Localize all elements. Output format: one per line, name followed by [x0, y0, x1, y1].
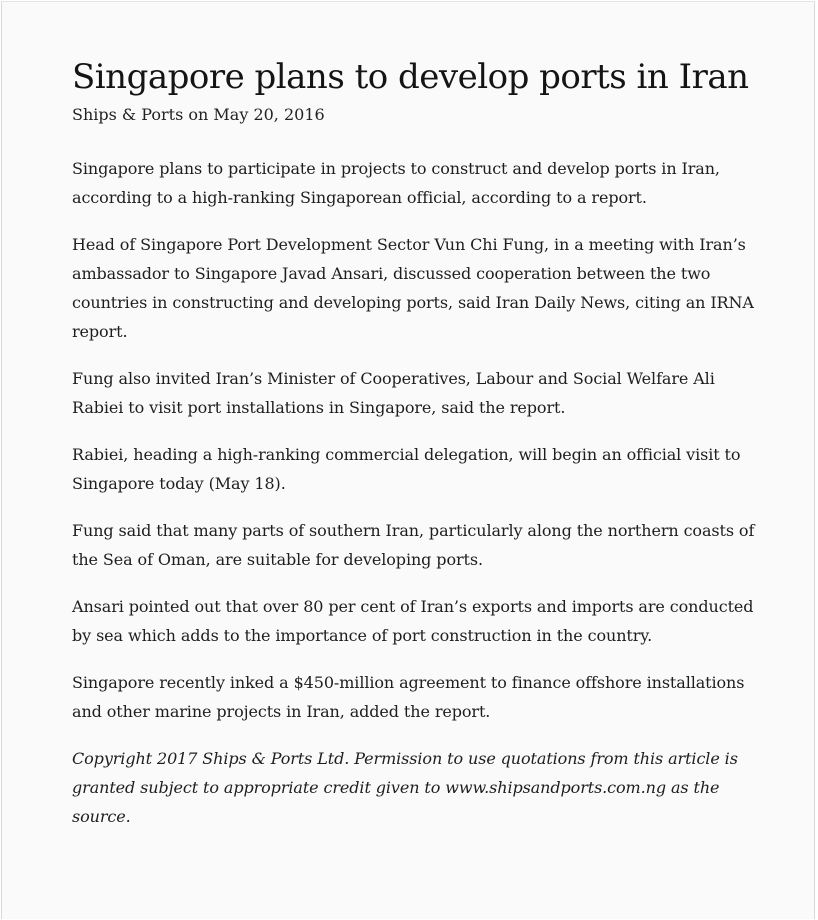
- article-content: [72, 54, 762, 849]
- article-title: Singapore plans to develop ports in Iran: [72, 57, 749, 97]
- copyright-notice: Copyright 2017 Ships & Ports Ltd. Permission to use quotations from this article is granted subject to appropriate credit given to www.shipsandports.com.ng as the source.: [72, 749, 738, 826]
- article-byline: Ships & Ports on May 20, 2016: [72, 105, 325, 124]
- article-paragraph: Fung also invited Iran’s Minister of Cooperatives, Labour and Social Welfare Ali Rabiei to visit port installations in Singapore, said the report.: [72, 369, 715, 417]
- article-paragraph: Rabiei, heading a high-ranking commercial delegation, will begin an official visit to Singapore today (May 18).: [72, 445, 741, 493]
- article-page: [1, 1, 815, 919]
- article-paragraph: Ansari pointed out that over 80 per cent of Iran’s exports and imports are conducted by sea which adds to the importance of port construction in the country.: [72, 597, 754, 645]
- article-paragraph: Fung said that many parts of southern Iran, particularly along the northern coasts of the Sea of Oman, are suitable for developing ports.: [72, 521, 755, 569]
- article-body: [72, 154, 762, 831]
- article-paragraph: Singapore recently inked a $450-million agreement to finance offshore installations and other marine projects in Iran, added the report.: [72, 673, 745, 721]
- article-paragraph: Singapore plans to participate in projects to construct and develop ports in Iran, according to a high-ranking Singaporean official, according to a report.: [72, 159, 720, 207]
- article-paragraph: Head of Singapore Port Development Sector Vun Chi Fung, in a meeting with Iran’s ambassador to Singapore Javad Ansari, discussed cooperation between the two countries in constructing and developing ports, said Iran Daily News, citing an IRNA report.: [72, 235, 754, 341]
